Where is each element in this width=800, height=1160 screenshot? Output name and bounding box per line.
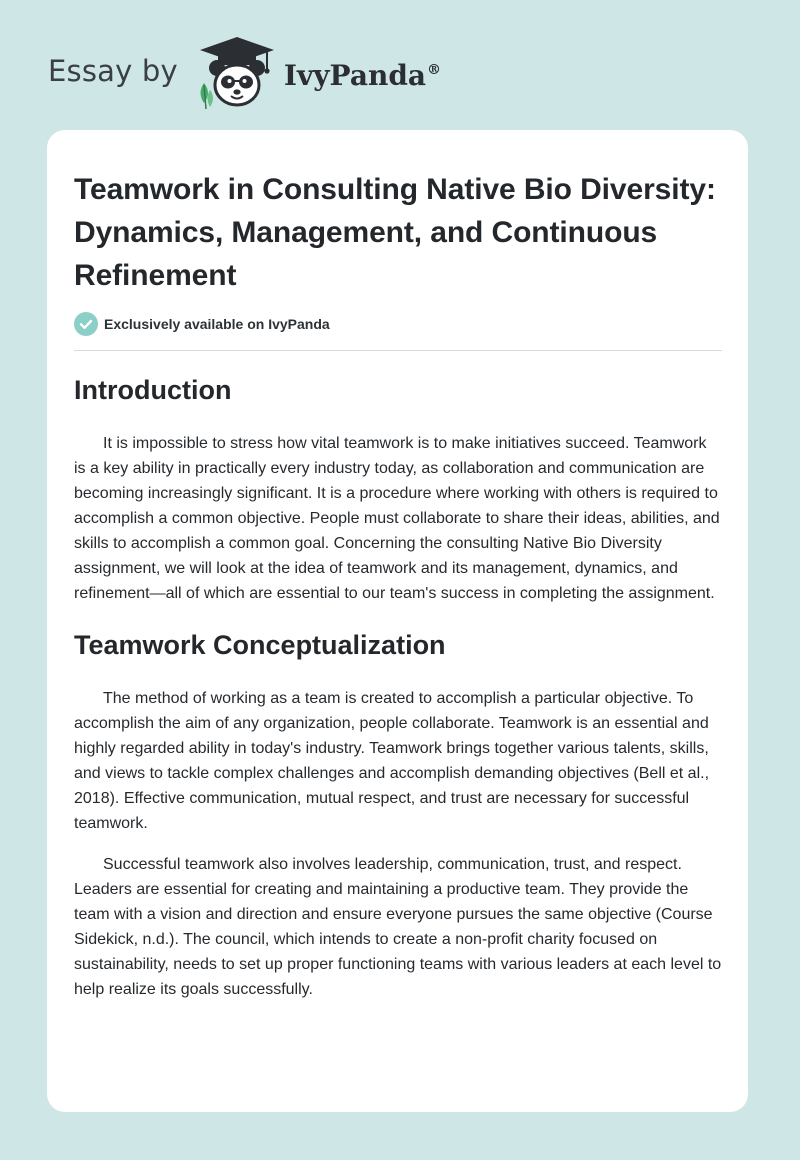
exclusive-label: Exclusively available on IvyPanda <box>104 316 330 332</box>
paragraph: Successful teamwork also involves leadership, communication, trust, and respect. Leaders are essential for creating and maintaining a productive team. They provide the team with a vision and direction and ensure everyone pursues the same objective (Course Sidekick, n.d.). The council, which intends to create a non-profit charity focused on sustainability, needs to set up proper functioning teams with various leaders at each level to help realize its goals successfully. <box>74 856 722 998</box>
check-circle-icon <box>74 312 98 336</box>
section-teamwork-conceptualization <box>74 628 722 1002</box>
section-introduction <box>74 373 722 606</box>
paragraph: It is impossible to stress how vital teamwork is to make initiatives succeed. Teamwork is a key ability in practically every industry today, as collaboration and communication are becoming increasingly significant. It is a procedure where working with others is required to accomplish a common objective. People must collaborate to share their ideas, abilities, and skills to accomplish a common goal. Concerning the consulting Native Bio Diversity assignment, we will look at the idea of teamwork and its management, dynamics, and refinement—all of which are essential to our team's success in completing the assignment. <box>74 435 720 602</box>
exclusive-badge <box>74 312 722 351</box>
paragraph: The method of working as a team is created to accomplish a particular objective. To accomplish the aim of any organization, people collaborate. Teamwork is an essential and highly regarded ability in today's industry. Teamwork brings together various talents, skills, and views to tackle complex challenges and accomplish demanding objectives (Bell et al., 2018). Effective communication, mutual respect, and trust are necessary for successful teamwork. <box>74 690 710 832</box>
panda-graduate-icon[interactable] <box>196 35 278 113</box>
essay-by-label: Essay by <box>48 54 178 88</box>
section-heading: Introduction <box>74 375 232 405</box>
essay-card <box>47 130 748 1112</box>
brand-name[interactable]: IvyPanda® <box>283 58 442 92</box>
site-header <box>48 34 441 114</box>
page-title: Teamwork in Consulting Native Bio Diversity: Dynamics, Management, and Continuous Refinement <box>74 173 716 292</box>
section-heading: Teamwork Conceptualization <box>74 630 446 660</box>
